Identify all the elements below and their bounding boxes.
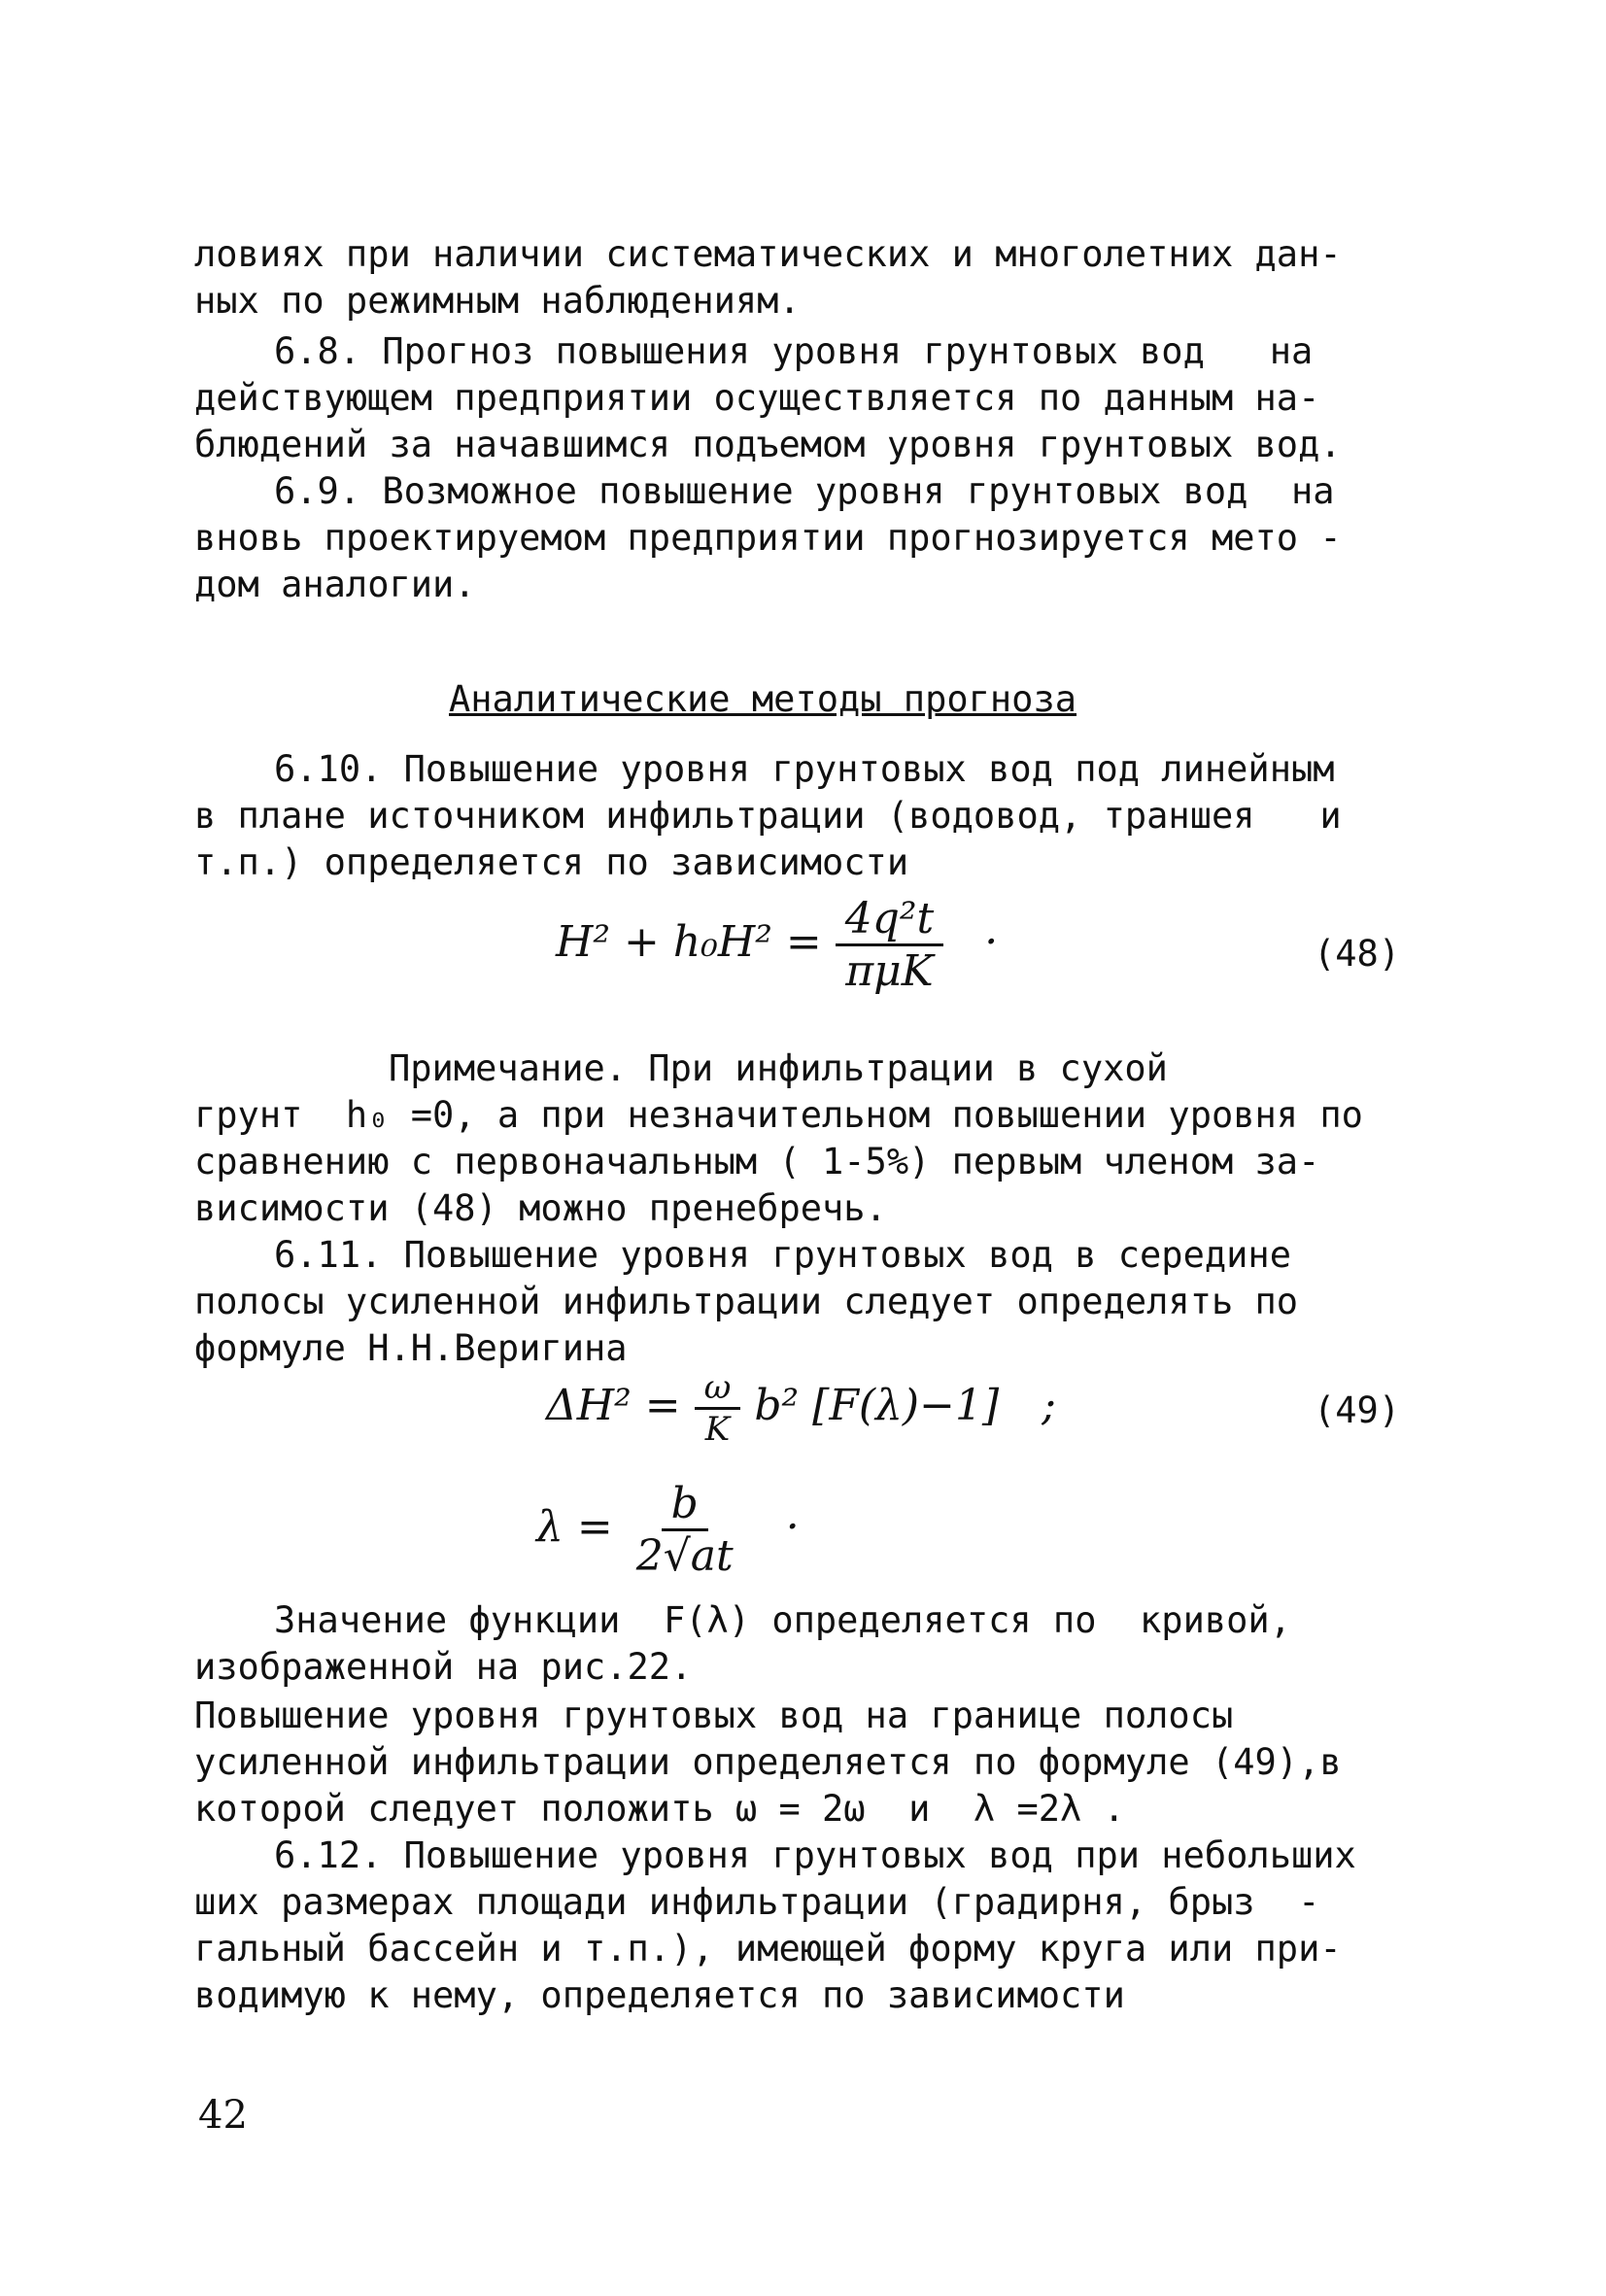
formula-lambda bbox=[536, 1479, 800, 1581]
formula-lambda-lhs: λ = bbox=[536, 1502, 613, 1552]
formula-48-numerator: 4q²t bbox=[836, 894, 943, 946]
formula-48-denominator: πμK bbox=[845, 946, 934, 996]
formula-49-numerator: ω bbox=[695, 1368, 741, 1410]
formula-48-tail: · bbox=[984, 917, 999, 967]
section-heading: Аналитические методы прогноза bbox=[449, 678, 1077, 720]
paragraph-6-11: 6.11. Повышение уровня грунтовых вод в середине полосы усиленной инфильтрации следует определять по формуле Н.Н.Веригина bbox=[194, 1234, 1299, 1369]
formula-49-lhs: ΔH² = bbox=[546, 1381, 681, 1430]
paragraph-function-value: Значение функции F(λ) определяется по кривой, изображенной на рис.22. bbox=[194, 1599, 1291, 1688]
paragraph-6-10: 6.10. Повышение уровня грунтовых вод под линейным в плане источником инфильтрации (водовод, траншея и т.п.) определяется по зависимости bbox=[194, 748, 1342, 883]
paragraph-6-9: 6.9. Возможное повышение уровня грунтовых вод на вновь проектируемом предприятии прогнозируется мето - дом аналогии. bbox=[194, 470, 1342, 605]
formula-lambda-denominator: 2√at bbox=[635, 1531, 734, 1581]
equation-number-48: (48) bbox=[1314, 933, 1401, 975]
equation-number-49: (49) bbox=[1314, 1389, 1401, 1431]
formula-49-rhs: b² [F(λ)−1] bbox=[754, 1381, 1000, 1430]
paragraph-6-12: 6.12. Повышение уровня грунтовых вод при небольших ших размерах площади инфильтрации (градирня, брыз - гальный бассейн и т.п.), имеющей форму круга или при- водимую к нему, определяется по зависимости bbox=[194, 1834, 1356, 2016]
formula-48-fraction bbox=[836, 894, 943, 996]
formula-48 bbox=[556, 894, 998, 996]
formula-48-lhs: H² + h₀H² = bbox=[556, 917, 822, 967]
formula-lambda-tail: · bbox=[785, 1502, 800, 1552]
formula-49-fraction bbox=[695, 1368, 741, 1449]
paragraph-continuation: ловиях при наличии систематических и многолетних дан- ных по режимным наблюдениям. bbox=[194, 233, 1342, 322]
page-number: 42 bbox=[198, 2093, 248, 2138]
formula-lambda-fraction bbox=[627, 1479, 743, 1581]
paragraph-note: Примечание. При инфильтрации в сухой грунт h₀ =0, а при незначительном повышении уровня по сравнению с первоначальным ( 1-5%) первым членом за- висимости (48) можно пренебречь. bbox=[194, 1047, 1363, 1229]
formula-49 bbox=[546, 1368, 1056, 1449]
paragraph-boundary: Повышение уровня грунтовых вод на границе полосы усиленной инфильтрации определяется по формуле (49),в которой следует положить ω = 2ω и λ =2λ . bbox=[194, 1695, 1342, 1830]
paragraph-6-8: 6.8. Прогноз повышения уровня грунтовых вод на действующем предприятии осуществляется по данным на- блюдений за начавшимся подъемом уровня грунтовых вод. bbox=[194, 330, 1342, 465]
formula-49-denominator: K bbox=[704, 1410, 731, 1449]
formula-49-tail: ; bbox=[1042, 1381, 1056, 1430]
formula-lambda-numerator: b bbox=[662, 1479, 708, 1531]
